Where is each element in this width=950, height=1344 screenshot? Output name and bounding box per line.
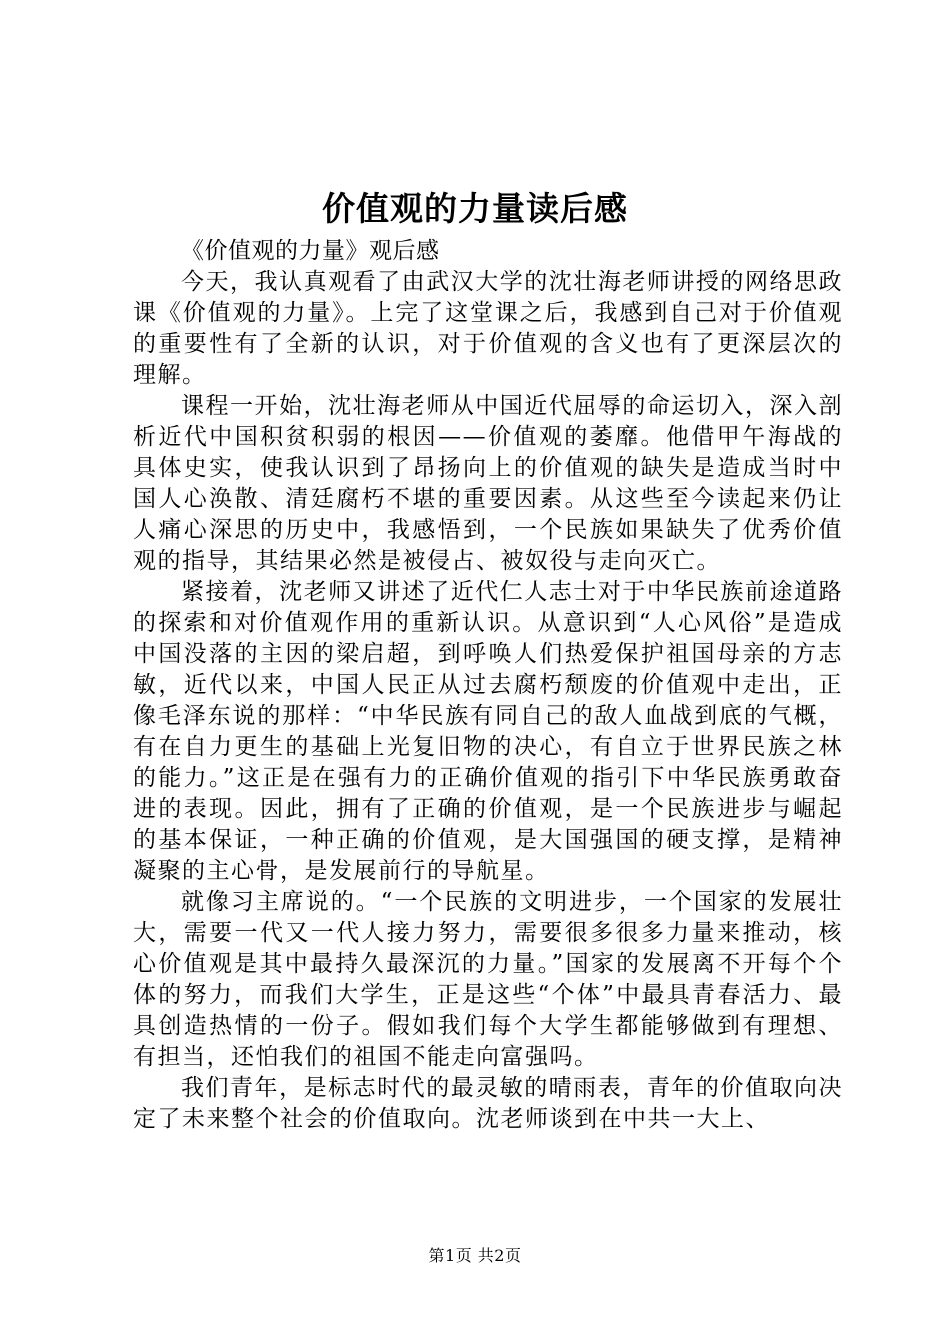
paragraph-2: 课程一开始，沈壮海老师从中国近代屈辱的命运切入，深入剖析近代中国积贫积弱的根因——价值观的萎靡。他借甲午海战的具体史实，使我认识到了昂扬向上的价值观的缺失是造成当时中国人心涣散、清廷腐朽不堪的重要因素。从这些至今读起来仍让人痛心深思的历史中，我感悟到，一个民族如果缺失了优秀价值观的指导，其结果必然是被侵占、被奴役与走向灭亡。 bbox=[133, 393, 843, 574]
paragraph-3: 紧接着，沈老师又讲述了近代仁人志士对于中华民族前途道路的探索和对价值观作用的重新认识。从意识到“人心风俗”是造成中国没落的主因的梁启超，到呼唤人们热爱保护祖国母亲的方志敏，近代以来，中国人民正从过去腐朽颓废的价值观中走出，正像毛泽东说的那样：“中华民族有同自己的敌人血战到底的气概，有在自力更生的基础上光复旧物的决心，有自立于世界民族之林的能力。”这正是在强有力的正确价值观的指引下中华民族勇敢奋进的表现。因此，拥有了正确的价值观，是一个民族进步与崛起的基本保证，一种正确的价值观，是大国强国的硬支撑，是精神凝聚的主心骨，是发展前行的导航星。 bbox=[133, 579, 843, 884]
paragraph-1: 今天，我认真观看了由武汉大学的沈壮海老师讲授的网络思政课《价值观的力量》。上完了这堂课之后，我感到自己对于价值观的重要性有了全新的认识，对于价值观的含义也有了更深层次的理解。 bbox=[133, 269, 843, 388]
paragraph-4: 就像习主席说的。“一个民族的文明进步，一个国家的发展壮大，需要一代又一代人接力努力，需要很多很多力量来推动，核心价值观是其中最持久最深沉的力量。”国家的发展离不开每个个体的努力，而我们大学生，正是这些“个体”中最具青春活力、最具创造热情的一份子。假如我们每个大学生都能够做到有理想、有担当，还怕我们的祖国不能走向富强吗。 bbox=[133, 889, 843, 1070]
document-body bbox=[133, 236, 843, 1135]
page-footer: 第1页 共2页 bbox=[428, 1246, 522, 1265]
paragraph-5: 我们青年，是标志时代的最灵敏的晴雨表，青年的价值取向决定了未来整个社会的价值取向。沈老师谈到在中共一大上、 bbox=[133, 1075, 843, 1132]
document-title: 价值观的力量读后感 bbox=[322, 189, 628, 228]
document-subtitle: 《价值观的力量》观后感 bbox=[181, 238, 440, 264]
